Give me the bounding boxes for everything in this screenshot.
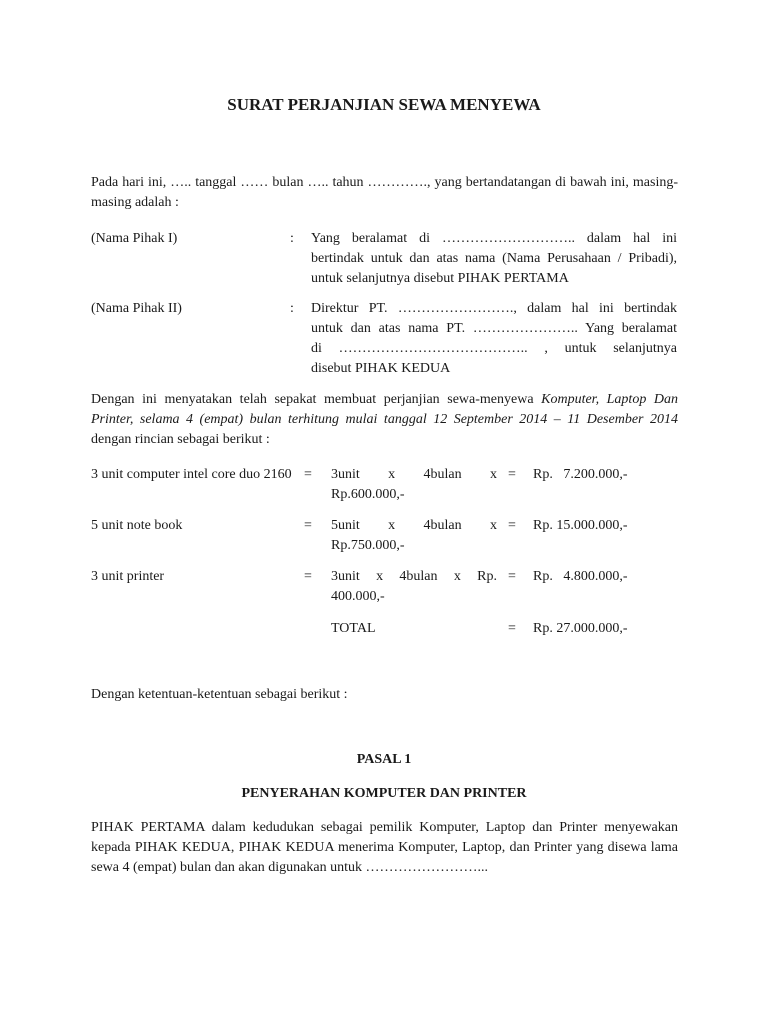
equals-sign: =: [508, 621, 516, 636]
times-sign: x: [376, 569, 384, 584]
rental-item: 3 unit printer: [91, 569, 165, 584]
party-2-colon: :: [290, 301, 294, 316]
times-sign: x: [388, 518, 396, 533]
opening-paragraph: Pada hari ini, ….. tanggal …… bulan ….. tahun …………., yang bertandatangan di bawah ini, masing-masing adalah :: [91, 175, 678, 210]
rental-qty: 5unit: [331, 518, 360, 533]
rental-item: 3 unit computer intel core duo 2160: [91, 467, 292, 482]
party-1-label: (Nama Pihak I): [91, 231, 178, 246]
party-2-details: [311, 299, 677, 379]
party-1-colon: :: [290, 231, 294, 246]
rental-duration: 4bulan: [399, 569, 438, 584]
agreement-suffix: dengan rincian sebagai berikut :: [91, 432, 270, 447]
rental-price: Rp.750.000,-: [331, 538, 405, 553]
document-title: SURAT PERJANJIAN SEWA MENYEWA: [227, 95, 541, 114]
equals-sign: =: [508, 518, 516, 533]
equals-sign: =: [304, 518, 312, 533]
rental-calc: [331, 465, 497, 505]
pasal-1-body: PIHAK PERTAMA dalam kedudukan sebagai pemilik Komputer, Laptop dan Printer menyewakan kepada PIHAK KEDUA, PIHAK KEDUA menerima Komputer, Laptop, dan Printer yang disewa lama sewa 4 (empat) bulan dan akan digunakan untuk ……………………...: [91, 820, 678, 875]
party-2-label: (Nama Pihak II): [91, 301, 182, 316]
equals-sign: =: [508, 569, 516, 584]
rental-qty: 3unit: [331, 467, 360, 482]
party-1-line: Yang beralamat di ……………………….. dalam hal ini: [311, 231, 677, 246]
equals-sign: =: [304, 569, 312, 584]
total-label: TOTAL: [331, 621, 376, 636]
rental-row: [91, 516, 678, 560]
rental-price: 400.000,-: [331, 589, 385, 604]
party-2-line: Direktur PT. ……………………., dalam hal ini bertindak: [311, 301, 677, 316]
party-2: [91, 299, 678, 381]
rental-duration: 4bulan: [423, 518, 462, 533]
times-sign: x: [489, 518, 497, 533]
equals-sign: =: [508, 467, 516, 482]
rental-row: [91, 465, 678, 509]
rental-item: 5 unit note book: [91, 518, 183, 533]
party-1-details: [311, 229, 677, 289]
party-2-line: disebut PIHAK KEDUA: [311, 361, 451, 376]
rental-row: [91, 567, 678, 611]
rental-calc: [331, 516, 497, 556]
total-row: [91, 619, 678, 641]
rental-amount: Rp. 4.800.000,-: [533, 569, 628, 584]
rental-amount: Rp. 15.000.000,-: [533, 518, 628, 533]
rental-amount: Rp. 7.200.000,-: [533, 467, 628, 482]
pasal-1-heading: PASAL 1: [356, 752, 412, 767]
party-1-line: bertindak untuk dan atas nama (Nama Perusahaan / Pribadi),: [311, 251, 677, 266]
agreement-prefix: Dengan ini menyatakan telah sepakat membuat perjanjian sewa-menyewa: [91, 392, 542, 407]
total-amount: Rp. 27.000.000,-: [533, 621, 628, 636]
agreement-italic: Komputer, Laptop Dan Printer, selama 4 (empat) bulan terhitung mulai tanggal 12 September 2014 – 11 Desember 2014: [91, 392, 679, 427]
rental-duration: 4bulan: [423, 467, 462, 482]
party-2-line: untuk dan atas nama PT. ………………….. Yang beralamat: [311, 321, 677, 336]
times-sign: x: [489, 467, 497, 482]
rental-calc: [331, 567, 497, 607]
conditions-intro: Dengan ketentuan-ketentuan sebagai berikut :: [91, 687, 348, 702]
pasal-1-subheading: PENYERAHAN KOMPUTER DAN PRINTER: [241, 786, 527, 801]
rental-qty: 3unit: [331, 569, 360, 584]
party-1-line: untuk selanjutnya disebut PIHAK PERTAMA: [311, 271, 569, 286]
equals-sign: =: [304, 467, 312, 482]
party-1: [91, 229, 678, 291]
rental-price-prefix: Rp.: [477, 569, 497, 584]
party-2-line: di ………………………………….. , untuk selanjutnya: [311, 341, 677, 356]
times-sign: x: [388, 467, 396, 482]
agreement-paragraph: [91, 390, 678, 450]
times-sign: x: [453, 569, 461, 584]
rental-price: Rp.600.000,-: [331, 487, 405, 502]
